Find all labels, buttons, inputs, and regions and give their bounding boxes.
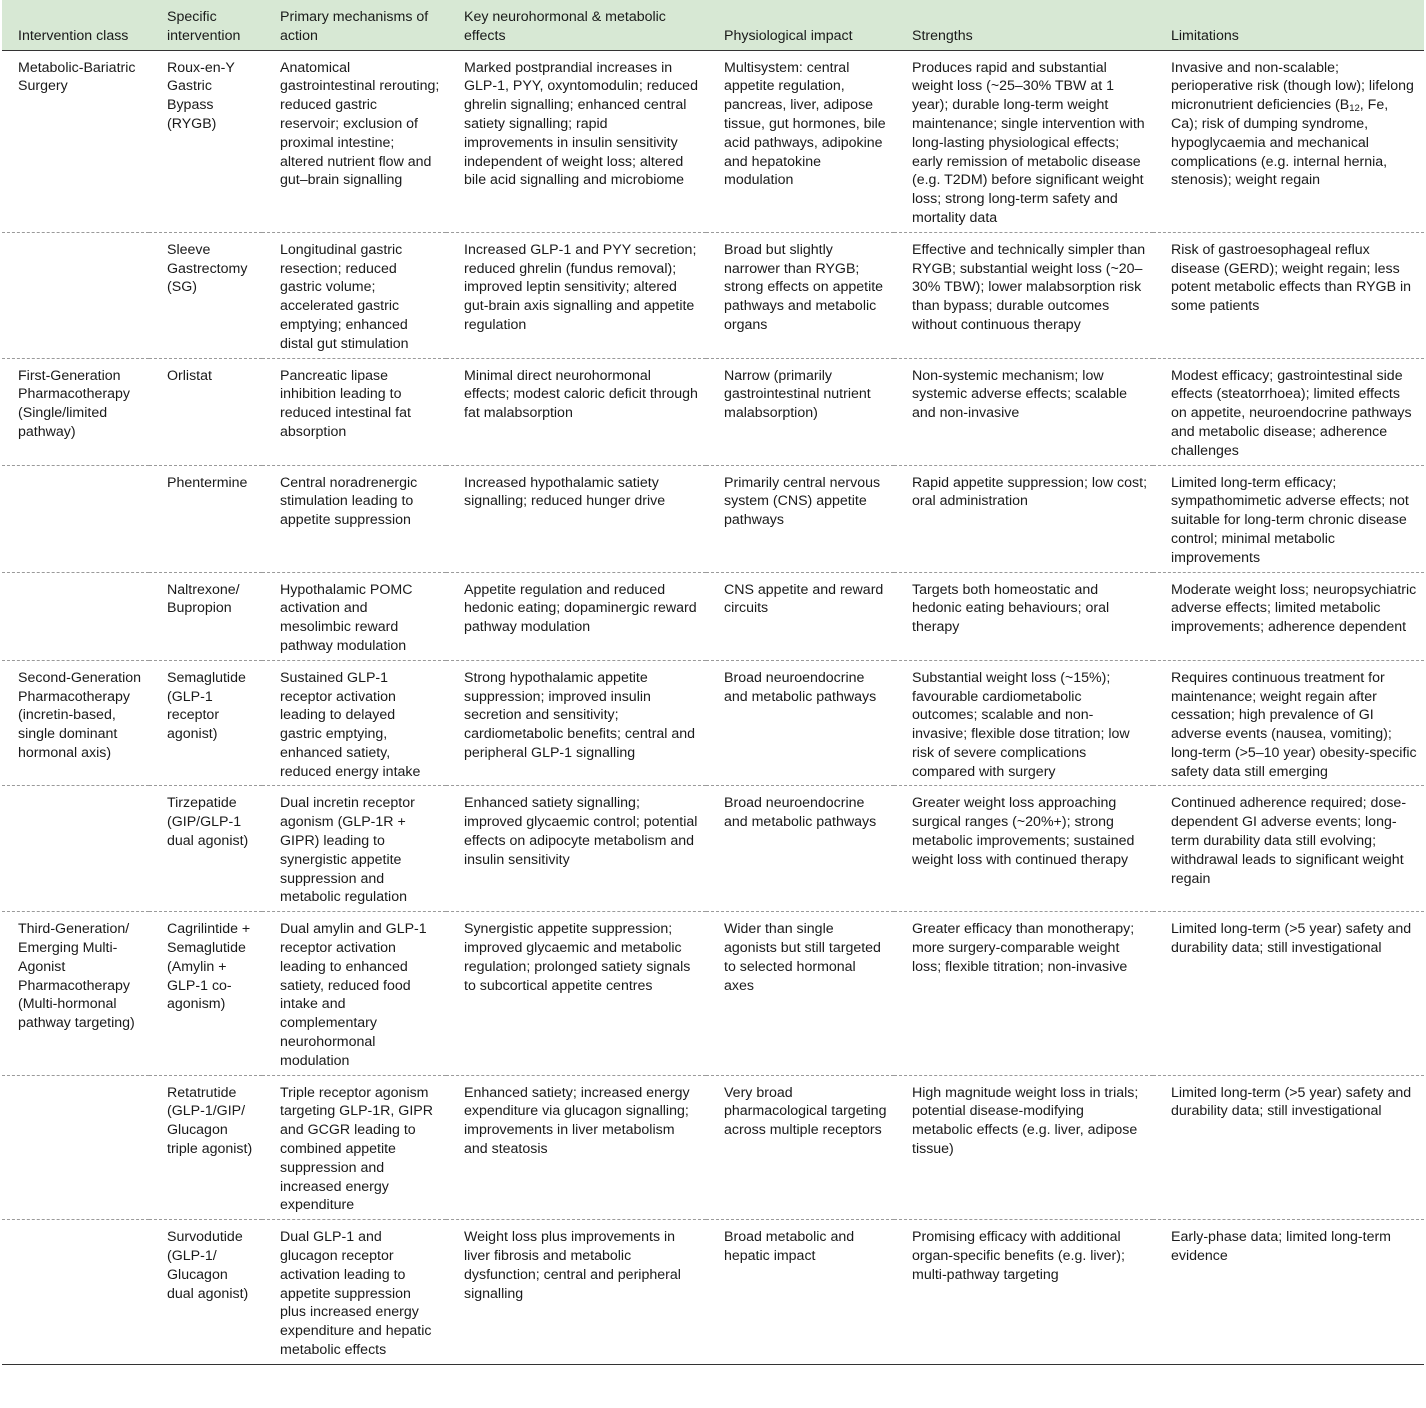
cell-effects: Weight loss plus improvements in liver fibrosis and metabolic dysfunction; central and peripheral signalling (446, 1220, 706, 1365)
cell-class (2, 1075, 149, 1220)
header-mechanisms: Primary mechanisms of action (262, 0, 446, 50)
cell-mechanisms: Hypothalamic POMC activation and mesolimbic reward pathway modulation (262, 572, 446, 660)
cell-intervention: Roux-en-Y Gastric Bypass (RYGB) (149, 50, 262, 232)
cell-mechanisms: Pancreatic lipase inhibition leading to reduced intestinal fat absorption (262, 358, 446, 465)
cell-intervention: Naltrexone/ Bupropion (149, 572, 262, 660)
cell-mechanisms: Central noradrenergic stimulation leading to appetite suppression (262, 465, 446, 572)
cell-intervention: Survodutide (GLP-1/ Glucagon dual agonist) (149, 1220, 262, 1365)
table-row (2, 1220, 1424, 1365)
cell-mechanisms: Sustained GLP-1 receptor activation leading to delayed gastric emptying, enhanced satiety, reduced energy intake (262, 660, 446, 786)
table-row (2, 912, 1424, 1075)
cell-mechanisms: Dual GLP-1 and glucagon receptor activation leading to appetite suppression plus increased energy expenditure and hepatic metabolic effects (262, 1220, 446, 1365)
cell-effects: Enhanced satiety signalling; improved glycaemic control; potential effects on adipocyte metabolism and insulin sensitivity (446, 786, 706, 912)
header-limitations: Limitations (1153, 0, 1424, 50)
cell-class: Second-Generation Pharmacotherapy (incretin-based, single dominant hormonal axis) (2, 660, 149, 786)
header-effects: Key neurohormonal & metabolic effects (446, 0, 706, 50)
cell-intervention: Orlistat (149, 358, 262, 465)
cell-class (2, 232, 149, 358)
table-row (2, 465, 1424, 572)
cell-strengths: Targets both homeostatic and hedonic eating behaviours; oral therapy (894, 572, 1153, 660)
cell-class (2, 786, 149, 912)
cell-limitations: Limited long-term (>5 year) safety and durability data; still investigational (1153, 1075, 1424, 1220)
table-row (2, 660, 1424, 786)
cell-effects: Synergistic appetite suppression; improved glycaemic and metabolic regulation; prolonged satiety signals to subcortical appetite centres (446, 912, 706, 1075)
cell-impact: Broad neuroendocrine and metabolic pathways (706, 786, 894, 912)
cell-impact: Broad neuroendocrine and metabolic pathways (706, 660, 894, 786)
cell-impact: Primarily central nervous system (CNS) appetite pathways (706, 465, 894, 572)
cell-effects: Appetite regulation and reduced hedonic eating; dopaminergic reward pathway modulation (446, 572, 706, 660)
cell-class (2, 572, 149, 660)
cell-impact: Broad metabolic and hepatic impact (706, 1220, 894, 1365)
cell-strengths: Promising efficacy with additional organ-specific benefits (e.g. liver); multi-pathway targeting (894, 1220, 1153, 1365)
table-header-row (2, 0, 1424, 50)
cell-intervention: Phentermine (149, 465, 262, 572)
cell-mechanisms: Dual incretin receptor agonism (GLP-1R + GIPR) leading to synergistic appetite suppression and metabolic regulation (262, 786, 446, 912)
cell-class (2, 1220, 149, 1365)
cell-class (2, 465, 149, 572)
header-intervention-class: Intervention class (2, 0, 149, 50)
cell-strengths: Rapid appetite suppression; low cost; oral administration (894, 465, 1153, 572)
cell-limitations: Early-phase data; limited long-term evidence (1153, 1220, 1424, 1365)
cell-limitations: Risk of gastroesophageal reflux disease (GERD); weight regain; less potent metabolic effects than RYGB in some patients (1153, 232, 1424, 358)
cell-limitations (1153, 50, 1424, 232)
cell-intervention: Cagrilintide + Semaglutide (Amylin + GLP-1 co-agonism) (149, 912, 262, 1075)
table-row (2, 572, 1424, 660)
cell-intervention: Retatrutide (GLP-1/GIP/ Glucagon triple agonist) (149, 1075, 262, 1220)
cell-impact: Wider than single agonists but still targeted to selected hormonal axes (706, 912, 894, 1075)
cell-limitations: Modest efficacy; gastrointestinal side effects (steatorrhoea); limited effects on appetite, neuroendocrine pathways and metabolic disease; adherence challenges (1153, 358, 1424, 465)
cell-limitations: Limited long-term efficacy; sympathomimetic adverse effects; not suitable for long-term chronic disease control; minimal metabolic improvements (1153, 465, 1424, 572)
cell-intervention: Semaglutide (GLP-1 receptor agonist) (149, 660, 262, 786)
header-strengths: Strengths (894, 0, 1153, 50)
cell-impact: Broad but slightly narrower than RYGB; strong effects on appetite pathways and metabolic organs (706, 232, 894, 358)
cell-strengths: Produces rapid and substantial weight loss (~25–30% TBW at 1 year); durable long-term weight maintenance; single intervention with long-lasting physiological effects; early remission of metabolic disease (e.g. T2DM) before significant weight loss; strong long-term safety and mortality data (894, 50, 1153, 232)
cell-impact: Very broad pharmacological targeting across multiple receptors (706, 1075, 894, 1220)
cell-mechanisms: Longitudinal gastric resection; reduced gastric volume; accelerated gastric emptying; enhanced distal gut stimulation (262, 232, 446, 358)
cell-limitations: Requires continuous treatment for maintenance; weight regain after cessation; high prevalence of GI adverse events (nausea, vomiting); long-term (>5–10 year) obesity-specific safety data still emerging (1153, 660, 1424, 786)
cell-strengths: Effective and technically simpler than RYGB; substantial weight loss (~20–30% TBW); lower malabsorption risk than bypass; durable outcomes without continuous therapy (894, 232, 1153, 358)
table-row (2, 232, 1424, 358)
limitations-text-post: , Fe, Ca); risk of dumping syndrome, hypoglycaemia and mechanical complications (e.g. internal hernia, stenosis); weight regain (1171, 97, 1389, 189)
cell-intervention: Sleeve Gastrectomy (SG) (149, 232, 262, 358)
cell-limitations: Limited long-term (>5 year) safety and durability data; still investigational (1153, 912, 1424, 1075)
table-row (2, 358, 1424, 465)
cell-impact: Multisystem: central appetite regulation, pancreas, liver, adipose tissue, gut hormones, bile acid pathways, adipokine and hepatokine modulation (706, 50, 894, 232)
cell-strengths: Substantial weight loss (~15%); favourable cardiometabolic outcomes; scalable and non-invasive; flexible dose titration; low risk of severe complications compared with surgery (894, 660, 1153, 786)
cell-effects: Minimal direct neurohormonal effects; modest caloric deficit through fat malabsorption (446, 358, 706, 465)
cell-strengths: Greater weight loss approaching surgical ranges (~20%+); strong metabolic improvements; sustained weight loss with continued therapy (894, 786, 1153, 912)
cell-effects: Strong hypothalamic appetite suppression; improved insulin secretion and sensitivity; cardiometabolic benefits; central and peripheral GLP-1 signalling (446, 660, 706, 786)
cell-intervention: Tirzepatide (GIP/GLP-1 dual agonist) (149, 786, 262, 912)
cell-effects: Increased GLP-1 and PYY secretion; reduced ghrelin (fundus removal); improved leptin sensitivity; altered gut-brain axis signalling and appetite regulation (446, 232, 706, 358)
cell-limitations: Moderate weight loss; neuropsychiatric adverse effects; limited metabolic improvements; adherence dependent (1153, 572, 1424, 660)
cell-class: First-Generation Pharmacotherapy (Single/limited pathway) (2, 358, 149, 465)
cell-limitations: Continued adherence required; dose-dependent GI adverse events; long-term durability data still evolving; withdrawal leads to significant weight regain (1153, 786, 1424, 912)
cell-strengths: High magnitude weight loss in trials; potential disease-modifying metabolic effects (e.g. liver, adipose tissue) (894, 1075, 1153, 1220)
table-row (2, 50, 1424, 232)
cell-effects: Enhanced satiety; increased energy expenditure via glucagon signalling; improvements in liver metabolism and steatosis (446, 1075, 706, 1220)
cell-effects: Increased hypothalamic satiety signalling; reduced hunger drive (446, 465, 706, 572)
cell-mechanisms: Triple receptor agonism targeting GLP-1R, GIPR and GCGR leading to combined appetite suppression and increased energy expenditure (262, 1075, 446, 1220)
cell-impact: Narrow (primarily gastrointestinal nutrient malabsorption) (706, 358, 894, 465)
cell-strengths: Non-systemic mechanism; low systemic adverse effects; scalable and non-invasive (894, 358, 1153, 465)
cell-mechanisms: Dual amylin and GLP-1 receptor activation leading to enhanced satiety, reduced food intake and complementary neurohormonal modulation (262, 912, 446, 1075)
table-row (2, 786, 1424, 912)
cell-impact: CNS appetite and reward circuits (706, 572, 894, 660)
limitations-subscript: 12 (1349, 103, 1360, 115)
cell-mechanisms: Anatomical gastrointestinal rerouting; reduced gastric reservoir; exclusion of proximal intestine; altered nutrient flow and gut–brain signalling (262, 50, 446, 232)
intervention-comparison-table (2, 0, 1424, 1365)
cell-class: Third-Generation/ Emerging Multi-Agonist Pharmacotherapy (Multi-hormonal pathway targeting) (2, 912, 149, 1075)
header-physiological-impact: Physiological impact (706, 0, 894, 50)
cell-effects: Marked postprandial increases in GLP-1, PYY, oxyntomodulin; reduced ghrelin signalling; enhanced central satiety signalling; rapid improvements in insulin sensitivity independent of weight loss; altered bile acid signalling and microbiome (446, 50, 706, 232)
header-specific-intervention: Specific intervention (149, 0, 262, 50)
cell-strengths: Greater efficacy than monotherapy; more surgery-comparable weight loss; flexible titration; non-invasive (894, 912, 1153, 1075)
limitations-text-pre: Invasive and non-scalable; perioperative risk (though low); lifelong micronutrient deficiencies (B (1171, 59, 1414, 114)
table-row (2, 1075, 1424, 1220)
cell-class: Metabolic-Bariatric Surgery (2, 50, 149, 232)
